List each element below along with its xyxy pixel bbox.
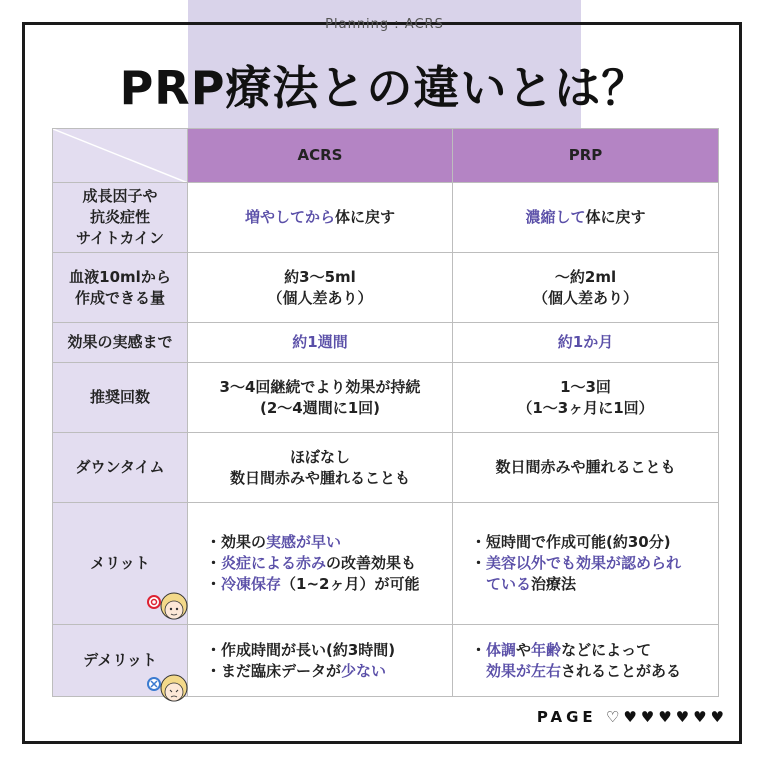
- column-header-acrs: ACRS: [188, 129, 453, 183]
- cell-line: [188, 377, 452, 398]
- cell-text: ・作成時間が長い(約3時間): [206, 640, 396, 659]
- cell-line: [471, 553, 718, 574]
- cell-text: されることがある: [561, 661, 682, 680]
- cell-text: ・効果の: [206, 533, 267, 551]
- cell-text: ・まだ臨床データが: [206, 661, 342, 680]
- cell-text: ・: [206, 554, 222, 572]
- planning-label: Planning : ACRS: [325, 17, 444, 32]
- table-row: [53, 363, 719, 433]
- row-header: [53, 253, 188, 323]
- cell-prp: [453, 363, 719, 433]
- cell-line: [188, 288, 452, 309]
- cell-text: 3〜4回継続でより効果が持続: [219, 377, 421, 396]
- cell-text: 数日間赤みや腫れることも: [229, 468, 410, 487]
- cell-acrs: [188, 503, 453, 625]
- cell-line: [188, 332, 452, 353]
- highlight-text: 効果が左右: [486, 661, 562, 680]
- cell-acrs: [188, 433, 453, 503]
- cell-text: （個人差あり）: [267, 288, 373, 307]
- cell-prp: [453, 323, 719, 363]
- cell-acrs: [188, 253, 453, 323]
- cell-text: （1〜3ヶ月に1回）: [517, 398, 654, 417]
- cell-text: 1〜3回: [560, 377, 611, 396]
- highlight-text: 少ない: [341, 661, 387, 680]
- cell-text: ・短時間で作成可能(約30分): [471, 533, 671, 551]
- column-header-prp: PRP: [453, 129, 719, 183]
- cell-prp: [453, 503, 719, 625]
- cell-text: [471, 662, 486, 680]
- highlight-text: 約1週間: [292, 333, 348, 351]
- cell-line: [206, 574, 452, 595]
- highlight-text: ている: [486, 575, 532, 593]
- cell-line: [453, 207, 718, 228]
- cell-prp: [453, 625, 719, 697]
- cell-text: （1~2ヶ月）が可能: [281, 575, 420, 593]
- cell-line: [453, 332, 718, 353]
- cell-line: [453, 377, 718, 398]
- cell-prp: [453, 433, 719, 503]
- cell-text: 〜約2ml: [554, 267, 617, 286]
- row-header-line: 効果の実感まで: [67, 333, 173, 351]
- cell-line: [453, 398, 718, 419]
- table-row: [53, 183, 719, 253]
- highlight-text: 実感が早い: [266, 533, 342, 551]
- highlight-text: 炎症による赤み: [221, 554, 327, 572]
- row-header-line: ダウンタイム: [75, 458, 165, 476]
- cell-text: 体に戻す: [585, 208, 646, 226]
- cell-prp: [453, 253, 719, 323]
- cell-line: [188, 207, 452, 228]
- cell-line: [188, 267, 452, 288]
- table-row: [53, 253, 719, 323]
- page-title: PRP療法との違いとは？: [119, 61, 649, 115]
- highlight-text: 約1か月: [557, 333, 614, 351]
- table-row: [53, 433, 719, 503]
- row-header: [53, 183, 188, 253]
- row-header-line: 成長因子や: [82, 187, 158, 205]
- cell-text: 約3〜5ml: [284, 267, 356, 286]
- table-corner: [53, 129, 188, 183]
- row-header-line: デメリット: [83, 651, 157, 669]
- cell-line: [206, 532, 452, 553]
- cell-text: ほぼなし: [289, 447, 350, 466]
- highlight-text: 濃縮して: [525, 208, 586, 226]
- cell-line: [206, 640, 452, 661]
- highlight-text: 体調: [486, 640, 517, 659]
- cell-line: [206, 553, 452, 574]
- cell-acrs: [188, 323, 453, 363]
- cell-text: の改善効果も: [326, 554, 417, 572]
- cell-text: ・: [206, 575, 222, 593]
- row-header-line: 抗炎症性: [89, 208, 150, 226]
- row-header-line: 作成できる量: [74, 288, 165, 307]
- cell-text: 治療法: [531, 575, 577, 593]
- cell-text: ・: [471, 640, 487, 659]
- cell-text: (2〜4週間に1回): [259, 398, 381, 417]
- highlight-text: 年齢: [531, 640, 562, 659]
- cell-text: [471, 575, 486, 593]
- cell-line: [453, 267, 718, 288]
- cell-text: 数日間赤みや腫れることも: [495, 458, 676, 476]
- row-header-line: 推奨回数: [89, 388, 150, 406]
- demerit-character-icon: [146, 670, 190, 710]
- cell-acrs: [188, 363, 453, 433]
- row-header-line: 血液10mlから: [69, 267, 171, 286]
- page-indicator: PAGE ♡♥♥♥♥♥♥: [536, 708, 728, 726]
- highlight-text: 冷凍保存: [221, 575, 282, 593]
- cell-line: [206, 661, 452, 682]
- corner-diagonal: [53, 129, 188, 183]
- row-header: [53, 433, 188, 503]
- cell-text: などによって: [561, 640, 652, 659]
- row-header: [53, 323, 188, 363]
- cell-line: [471, 574, 718, 595]
- cell-text: や: [516, 640, 532, 659]
- row-header-line: サイトカイン: [75, 229, 165, 247]
- cell-text: 体に戻す: [335, 208, 396, 226]
- cell-acrs: [188, 625, 453, 697]
- cell-line: [471, 532, 718, 553]
- highlight-text: 増やしてから: [244, 208, 335, 226]
- cell-line: [188, 398, 452, 419]
- cell-text: （個人差あり）: [532, 288, 638, 307]
- merit-character-icon: [146, 588, 190, 628]
- cell-line: [453, 288, 718, 309]
- cell-line: [188, 468, 452, 489]
- cell-line: [471, 661, 718, 682]
- highlight-text: 美容以外でも効果が認められ: [486, 554, 682, 572]
- cell-prp: [453, 183, 719, 253]
- cell-line: [188, 447, 452, 468]
- row-header-line: メリット: [90, 554, 150, 572]
- cell-line: [453, 457, 718, 478]
- cell-line: [471, 640, 718, 661]
- cell-text: ・: [471, 554, 487, 572]
- table-row: [53, 323, 719, 363]
- cell-acrs: [188, 183, 453, 253]
- row-header: [53, 363, 188, 433]
